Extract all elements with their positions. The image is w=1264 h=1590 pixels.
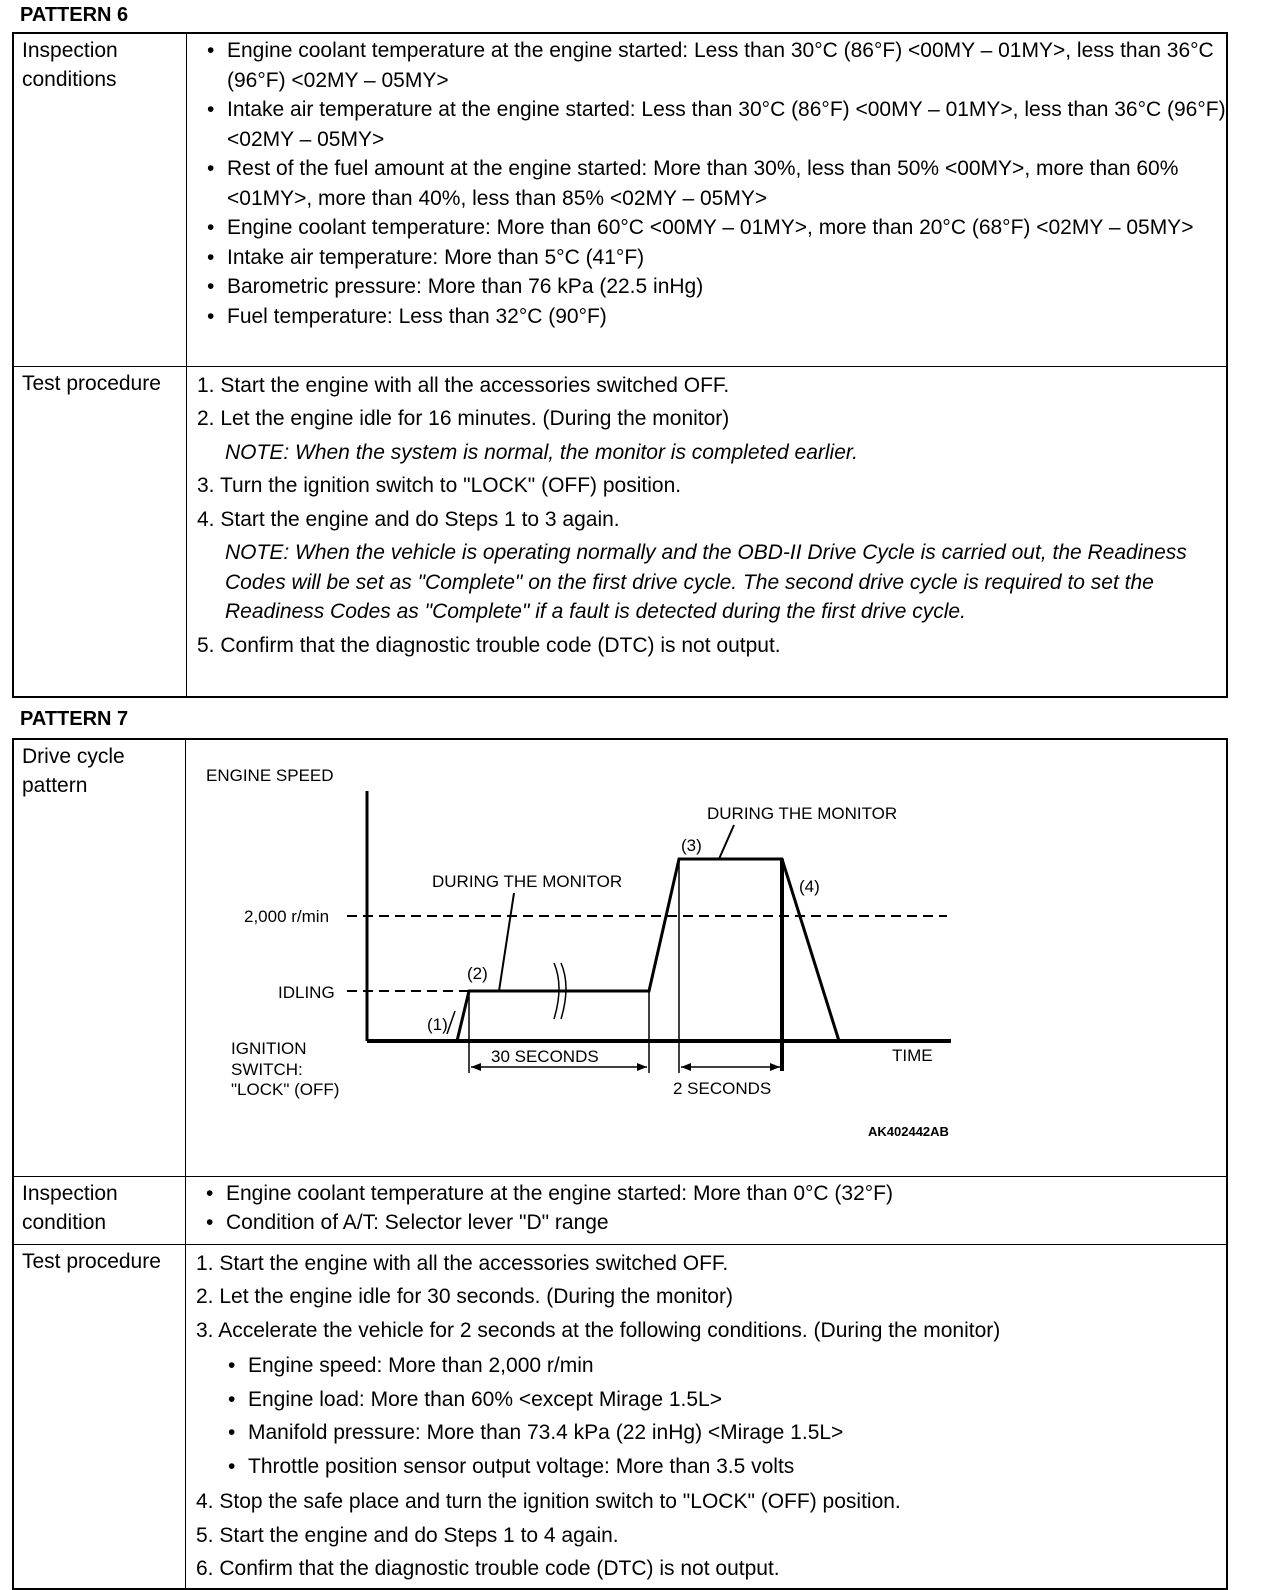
- condition-item: • Rest of the fuel amount at the engine started: More than 30%, less than 50% <00MY>, more than 60% <01MY>, more than 40%, less than 85% <02MY – 05MY>: [227, 154, 1226, 213]
- step: 2. Let the engine idle for 16 minutes. (During the monitor): [197, 407, 730, 430]
- leader-a: [499, 893, 514, 991]
- inspection-label: Inspection condition: [13, 1176, 186, 1244]
- condition-item: • Engine load: More than 60% <except Mirage 1.5L>: [248, 1383, 1226, 1417]
- pattern6-title: PATTERN 6: [20, 4, 129, 26]
- note: NOTE: When the vehicle is operating normally and the OBD-II Drive Cycle is carried out, the Readiness Codes will be set as "Complete" on the first drive cycle. The second drive cycle is required to set the Readiness Codes as "Complete" if a fault is detected during the first drive cycle.: [225, 541, 1187, 623]
- condition-item: • Intake air temperature: More than 5°C (41°F): [227, 243, 1226, 273]
- condition-item: • Intake air temperature at the engine started: Less than 30°C (86°F) <00MY – 01MY>, less than 36°C (96°F) <02MY – 05MY>: [227, 95, 1226, 154]
- rpm-label: 2,000 r/min: [244, 907, 330, 926]
- monitor-label: DURING THE MONITOR: [432, 872, 623, 891]
- condition-item: • Engine coolant temperature at the engine started: Less than 30°C (86°F) <00MY – 01MY>, less than 36°C (96°F) <02MY – 05MY>: [227, 36, 1226, 95]
- step: 1. Start the engine with all the accessories switched OFF.: [197, 373, 730, 397]
- leader-b: [719, 825, 734, 859]
- procedure-cell: [187, 366, 1228, 697]
- point-label: (2): [467, 964, 488, 983]
- pattern6-table: [12, 32, 1228, 698]
- monitor-label: DURING THE MONITOR: [707, 804, 898, 823]
- inspection-cell: [186, 1176, 1228, 1244]
- figure-code: AK402442AB: [868, 1124, 949, 1139]
- condition-item: • Condition of A/T: Selector lever "D" range: [226, 1208, 1226, 1238]
- step: 4. Start the engine and do Steps 1 to 3 again.: [197, 507, 620, 531]
- ignition-label: "LOCK" (OFF): [231, 1080, 340, 1099]
- step: 1. Start the engine with all the accessories switched OFF.: [196, 1251, 729, 1275]
- point-label: (3): [681, 836, 702, 855]
- drive-cycle-diagram: [186, 740, 1226, 1167]
- idle-label: IDLING: [278, 983, 335, 1002]
- point-label: (4): [799, 877, 820, 896]
- step: 2. Let the engine idle for 30 seconds. (During the monitor): [196, 1285, 733, 1308]
- condition-item: • Engine coolant temperature at the engine started: More than 0°C (32°F): [226, 1179, 1226, 1209]
- condition-item: • Manifold pressure: More than 73.4 kPa (22 inHg) <Mirage 1.5L>: [248, 1416, 1226, 1450]
- x-axis-label: TIME: [892, 1046, 933, 1065]
- step: 6. Confirm that the diagnostic trouble code (DTC) is not output.: [196, 1557, 780, 1580]
- note: NOTE: When the system is normal, the monitor is completed earlier.: [225, 440, 858, 464]
- condition-item: • Barometric pressure: More than 76 kPa (22.5 inHg): [227, 272, 1226, 302]
- step: 3. Turn the ignition switch to "LOCK" (OFF) position.: [197, 474, 682, 497]
- ignition-label: SWITCH:: [231, 1060, 303, 1079]
- condition-item: • Engine speed: More than 2,000 r/min: [248, 1349, 1226, 1383]
- procedure-cell: [186, 1244, 1228, 1589]
- inspection-cell: [187, 33, 1228, 366]
- ignition-label: IGNITION: [231, 1039, 307, 1058]
- duration-label: 30 SECONDS: [491, 1047, 599, 1066]
- step: 5. Start the engine and do Steps 1 to 4 again.: [196, 1523, 619, 1547]
- step: 4. Stop the safe place and turn the ignition switch to "LOCK" (OFF) position.: [196, 1490, 901, 1513]
- diagram-cell: [186, 739, 1228, 1176]
- condition-item: • Fuel temperature: Less than 32°C (90°F): [227, 302, 1226, 332]
- step: 3. Accelerate the vehicle for 2 seconds at the following conditions. (During the monitor): [196, 1318, 1001, 1342]
- point-label: (1): [427, 1015, 448, 1034]
- condition-item: • Throttle position sensor output voltage: More than 3.5 volts: [248, 1450, 1226, 1484]
- test-label: Test procedure: [13, 366, 187, 697]
- inspection-label: Inspection conditions: [13, 33, 187, 366]
- duration-label: 2 SECONDS: [673, 1079, 772, 1098]
- drive-label: Drive cycle pattern: [13, 739, 186, 1176]
- test-label: Test procedure: [13, 1244, 186, 1589]
- pattern7-title: PATTERN 7: [20, 708, 129, 730]
- step: 5. Confirm that the diagnostic trouble code (DTC) is not output.: [197, 633, 781, 657]
- y-axis-label: ENGINE SPEED: [206, 766, 334, 785]
- condition-item: • Engine coolant temperature: More than 60°C <00MY – 01MY>, more than 20°C (68°F) <02MY – 05MY>: [227, 213, 1226, 243]
- step-conditions: [196, 1347, 1226, 1485]
- pattern7-table: [12, 738, 1228, 1590]
